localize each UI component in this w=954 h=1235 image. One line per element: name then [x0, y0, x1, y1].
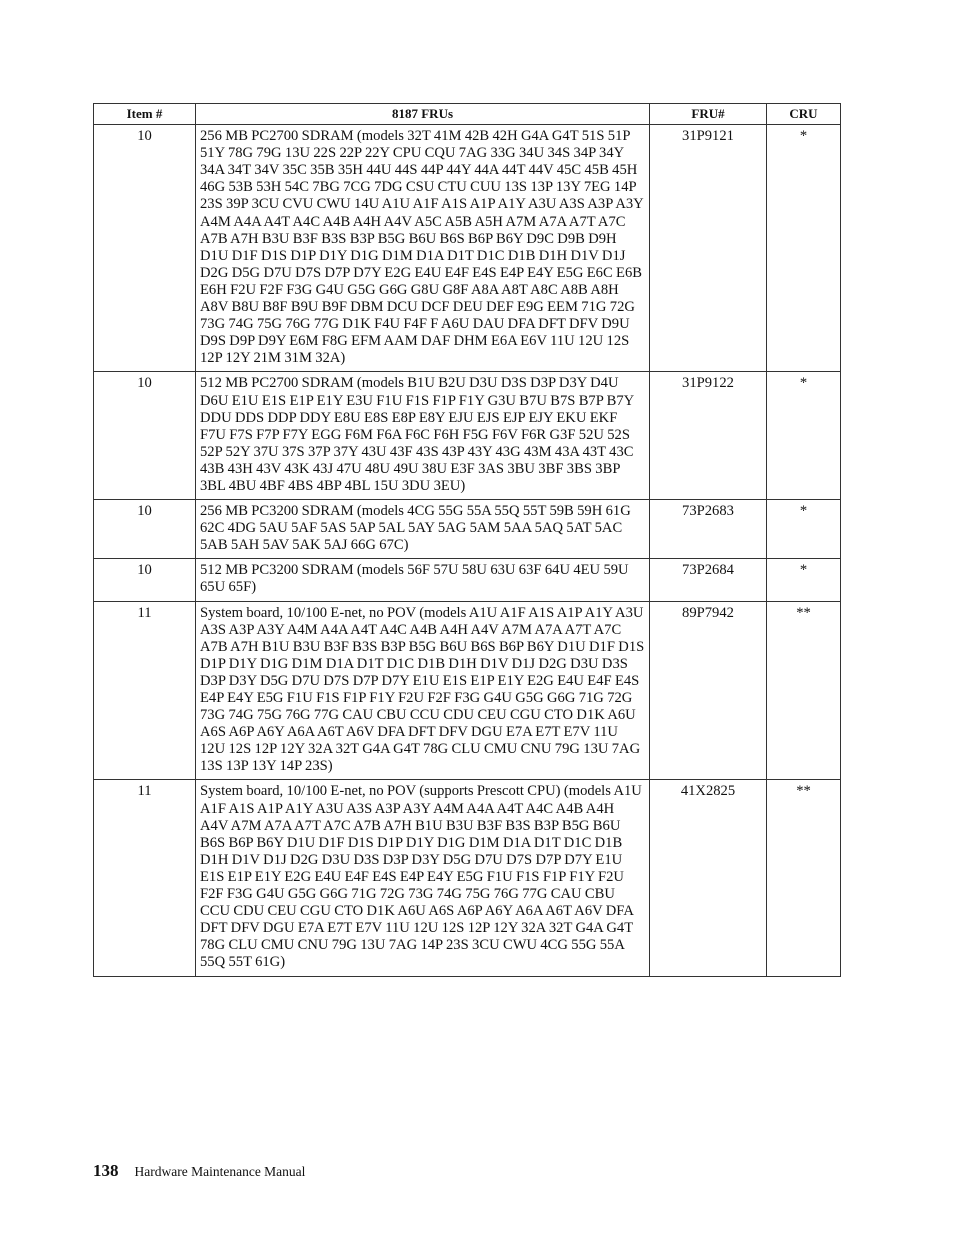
table-row: [94, 125, 841, 372]
cru-cell: *: [767, 372, 841, 500]
fru-description-cell: 512 MB PC3200 SDRAM (models 56F 57U 58U 63U 63F 64U 4EU 59U 65U 65F): [196, 559, 650, 601]
fru-description-cell: System board, 10/100 E-net, no POV (models A1U A1F A1S A1P A1Y A3U A3S A3P A3Y A4M A4A A4T A4C A4B A4H A4V A7M A7A A7T A7C A7B A7H B1U B3U B3F B3S B3P B5G B6U B6S B6P B6Y D1U D1F D1S D1P D1Y D1G D1M D1A D1T D1C D1B D1H D1V D1J D2G D3U D3S D3P D3Y D5G D7U D7S D7P D7Y E1U E1S E1P E1Y E2G E4U E4F E4S E4P E4Y E5G F1U F1S F1P F1Y F2U F2F F3G G4U G5G G6G 71G 72G 73G 74G 75G 76G 77G CAU CBU CCU CDU CEU CGU CTO D1K A6U A6S A6P A6Y A6A A6T A6V DFA DFT DFV DGU E7A E7T E7V 11U 12U 12S 12P 12Y 32A 32T G4A G4T 78G CLU CMU CNU 79G 13U 7AG 13S 13P 13Y 14P 23S): [196, 601, 650, 780]
header-cru: CRU: [767, 104, 841, 125]
item-number-cell: 11: [94, 601, 196, 780]
fru-number-cell: 31P9121: [650, 125, 767, 372]
item-number-cell: 10: [94, 500, 196, 559]
fru-description-cell: 256 MB PC3200 SDRAM (models 4CG 55G 55A 55Q 55T 59B 59H 61G 62C 4DG 5AU 5AF 5AS 5AP 5AL 5AY 5AG 5AM 5AA 5AQ 5AT 5AC 5AB 5AH 5AV 5AK 5AJ 66G 67C): [196, 500, 650, 559]
table-row: [94, 780, 841, 976]
item-number-cell: 10: [94, 559, 196, 601]
item-number-cell: 10: [94, 125, 196, 372]
header-frus: 8187 FRUs: [196, 104, 650, 125]
fru-description-cell: 256 MB PC2700 SDRAM (models 32T 41M 42B 42H G4A G4T 51S 51P 51Y 78G 79G 13U 22S 22P 22Y CPU CQU 7AG 33G 34U 34S 34P 34Y 34A 34T 34V 35C 35B 35H 44U 44S 44P 44Y 44A 44T 44V 45C 45B 45H 46G 53B 53H 54C 7BG 7CG 7DG CSU CTU CUU 13S 13P 13Y 7EG 14P 23S 39P 3CU CVU CWU 14U A1U A1F A1S A1P A1Y A3U A3S A3P A3Y A4M A4A A4T A4C A4B A4H A4V A5C A5B A5H A7M A7A A7T A7C A7B A7H B3U B3F B3S B3P B5G B6U B6S B6P B6Y D9C D9B D9H D1U D1F D1S D1P D1Y D1G D1M D1A D1T D1C D1B D1H D1V D1J D2G D5G D7U D7S D7P D7Y E2G E4U E4F E4S E4P E4Y E5G E6C E6B E6H F2U F2F F3G G4U G5G G6G G8U G8F A8A A8T A8C A8B A8H A8V B8U B8F B9U B9F DBM DCU DCF DEU DEF E9G EEM 71G 72G 73G 74G 75G 76G 77G D1K F4U F4F F A6U DAU DFA DFT DFV D9U D9S D9P D9Y E6M F8G EFM AAM DAF DHM E6A E6V 11U 12U 12S 12P 12Y 21M 31M 32A): [196, 125, 650, 372]
page-number: 138: [93, 1161, 119, 1180]
table-header-row: [94, 104, 841, 125]
manual-title: Hardware Maintenance Manual: [134, 1164, 306, 1179]
header-fru-number: FRU#: [650, 104, 767, 125]
cru-cell: *: [767, 125, 841, 372]
table-row: [94, 500, 841, 559]
table-row: [94, 372, 841, 500]
page-footer: [93, 1161, 305, 1181]
header-item-number: Item #: [94, 104, 196, 125]
fru-number-cell: 31P9122: [650, 372, 767, 500]
fru-number-cell: 89P7942: [650, 601, 767, 780]
fru-description-cell: System board, 10/100 E-net, no POV (supports Prescott CPU) (models A1U A1F A1S A1P A1Y A3U A3S A3P A3Y A4M A4A A4T A4C A4B A4H A4V A7M A7A A7T A7C A7B A7H B1U B3U B3F B3S B3P B5G B6U B6S B6P B6Y D1U D1F D1S D1P D1Y D1G D1M D1A D1T D1C D1B D1H D1V D1J D2G D3U D3S D3P D3Y D5G D7U D7S D7P D7Y E1U E1S E1P E1Y E2G E4U E4F E4S E4P E4Y E5G F1U F1S F1P F1Y F2U F2F F3G G4U G5G G6G 71G 72G 73G 74G 75G 76G 77G CAU CBU CCU CDU CEU CGU CTO D1K A6U A6S A6P A6Y A6A A6T A6V DFA DFT DFV DGU E7A E7T E7V 11U 12U 12S 12P 12Y 32A 32T G4A G4T 78G CLU CMU CNU 79G 13U 7AG 14P 23S 3CU CWU 4CG 55G 55A 55Q 55T 61G): [196, 780, 650, 976]
cru-cell: **: [767, 780, 841, 976]
table-row: [94, 601, 841, 780]
fru-number-cell: 41X2825: [650, 780, 767, 976]
fru-number-cell: 73P2683: [650, 500, 767, 559]
item-number-cell: 10: [94, 372, 196, 500]
cru-cell: *: [767, 559, 841, 601]
fru-table: [93, 103, 841, 977]
cru-cell: *: [767, 500, 841, 559]
fru-description-cell: 512 MB PC2700 SDRAM (models B1U B2U D3U D3S D3P D3Y D4U D6U E1U E1S E1P E1Y E3U F1U F1S F1P F1Y G3U B7U B7S B7P B7Y DDU DDS DDP DDY E8U E8S E8P E8Y EJU EJS EJP EJY EKU EKF F7U F7S F7P F7Y EGG F6M F6A F6C F6H F5G F6V F6R G3F 52U 52S 52P 52Y 37U 37S 37P 37Y 43U 43F 43S 43P 43Y 43G 43M 43A 43T 43C 43B 43H 43V 43K 43J 47U 48U 49U 38U E3F 3AS 3BU 3BF 3BS 3BP 3BL 4BU 4BF 4BS 4BP 4BL 15U 3DU 3EU): [196, 372, 650, 500]
item-number-cell: 11: [94, 780, 196, 976]
cru-cell: **: [767, 601, 841, 780]
table-row: [94, 559, 841, 601]
fru-number-cell: 73P2684: [650, 559, 767, 601]
